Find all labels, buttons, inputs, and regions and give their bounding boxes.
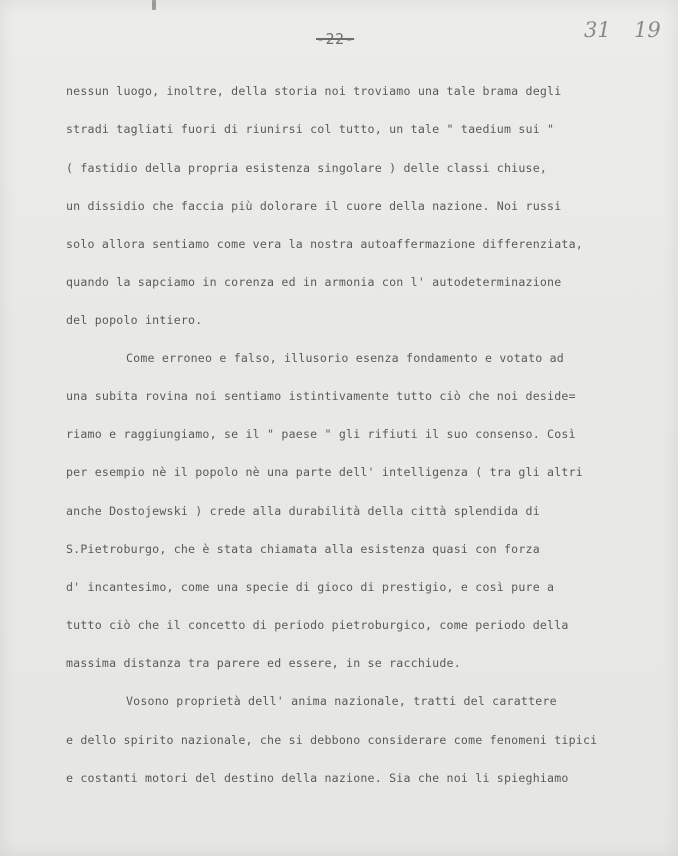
text-line: Vosono proprietà dell' anima nazionale, tratti del carattere: [126, 694, 557, 708]
text-line: anche Dostojewski ) crede alla durabilità della città splendida di: [66, 504, 540, 518]
handwritten-page-number: 31: [584, 18, 611, 42]
text-line: solo allora sentiamo come vera la nostra autoaffermazione differenziata,: [66, 237, 583, 251]
text-line: Come erroneo e falso, illusorio esenza fondamento e votato ad: [126, 351, 564, 365]
text-line: per esempio nè il popolo nè una parte dell' intelligenza ( tra gli altri: [66, 465, 583, 479]
text-line: massima distanza tra parere ed essere, in se racchiude.: [66, 656, 461, 670]
text-line: tutto ciò che il concetto di periodo pietroburgico, come periodo della: [66, 618, 569, 632]
text-line: e dello spirito nazionale, che si debbono considerare come fenomeni tipici: [66, 733, 598, 747]
text-line: d' incantesimo, come una specie di gioco di prestigio, e così pure a: [66, 580, 555, 594]
text-line: nessun luogo, inoltre, della storia noi troviamo una tale brama degli: [66, 84, 562, 98]
text-line: del popolo intiero.: [66, 313, 203, 327]
handwritten-folio-number: 19: [634, 18, 661, 42]
text-line: quando la sapciamo in corenza ed in armonia con l' autodeterminazione: [66, 275, 562, 289]
text-line: riamo e raggiungiamo, se il " paese " gli rifiuti il suo consenso. Così: [66, 427, 576, 441]
text-line: un dissidio che faccia più dolorare il cuore della nazione. Noi russi: [66, 199, 562, 213]
text-line: ( fastidio della propria esistenza singolare ) delle classi chiuse,: [66, 161, 548, 175]
page-number-text: -22-: [316, 30, 355, 48]
text-line: S.Pietroburgo, che è stata chiamata alla esistenza quasi con forza: [66, 542, 540, 556]
text-line: stradi tagliati fuori di riunirsi col tutto, un tale " taedium sui ": [66, 122, 555, 136]
text-line: e costanti motori del destino della nazione. Sia che noi li spieghiamo: [66, 771, 569, 785]
text-line: una subita rovina noi sentiamo istintivamente tutto ciò che noi deside=: [66, 389, 576, 403]
